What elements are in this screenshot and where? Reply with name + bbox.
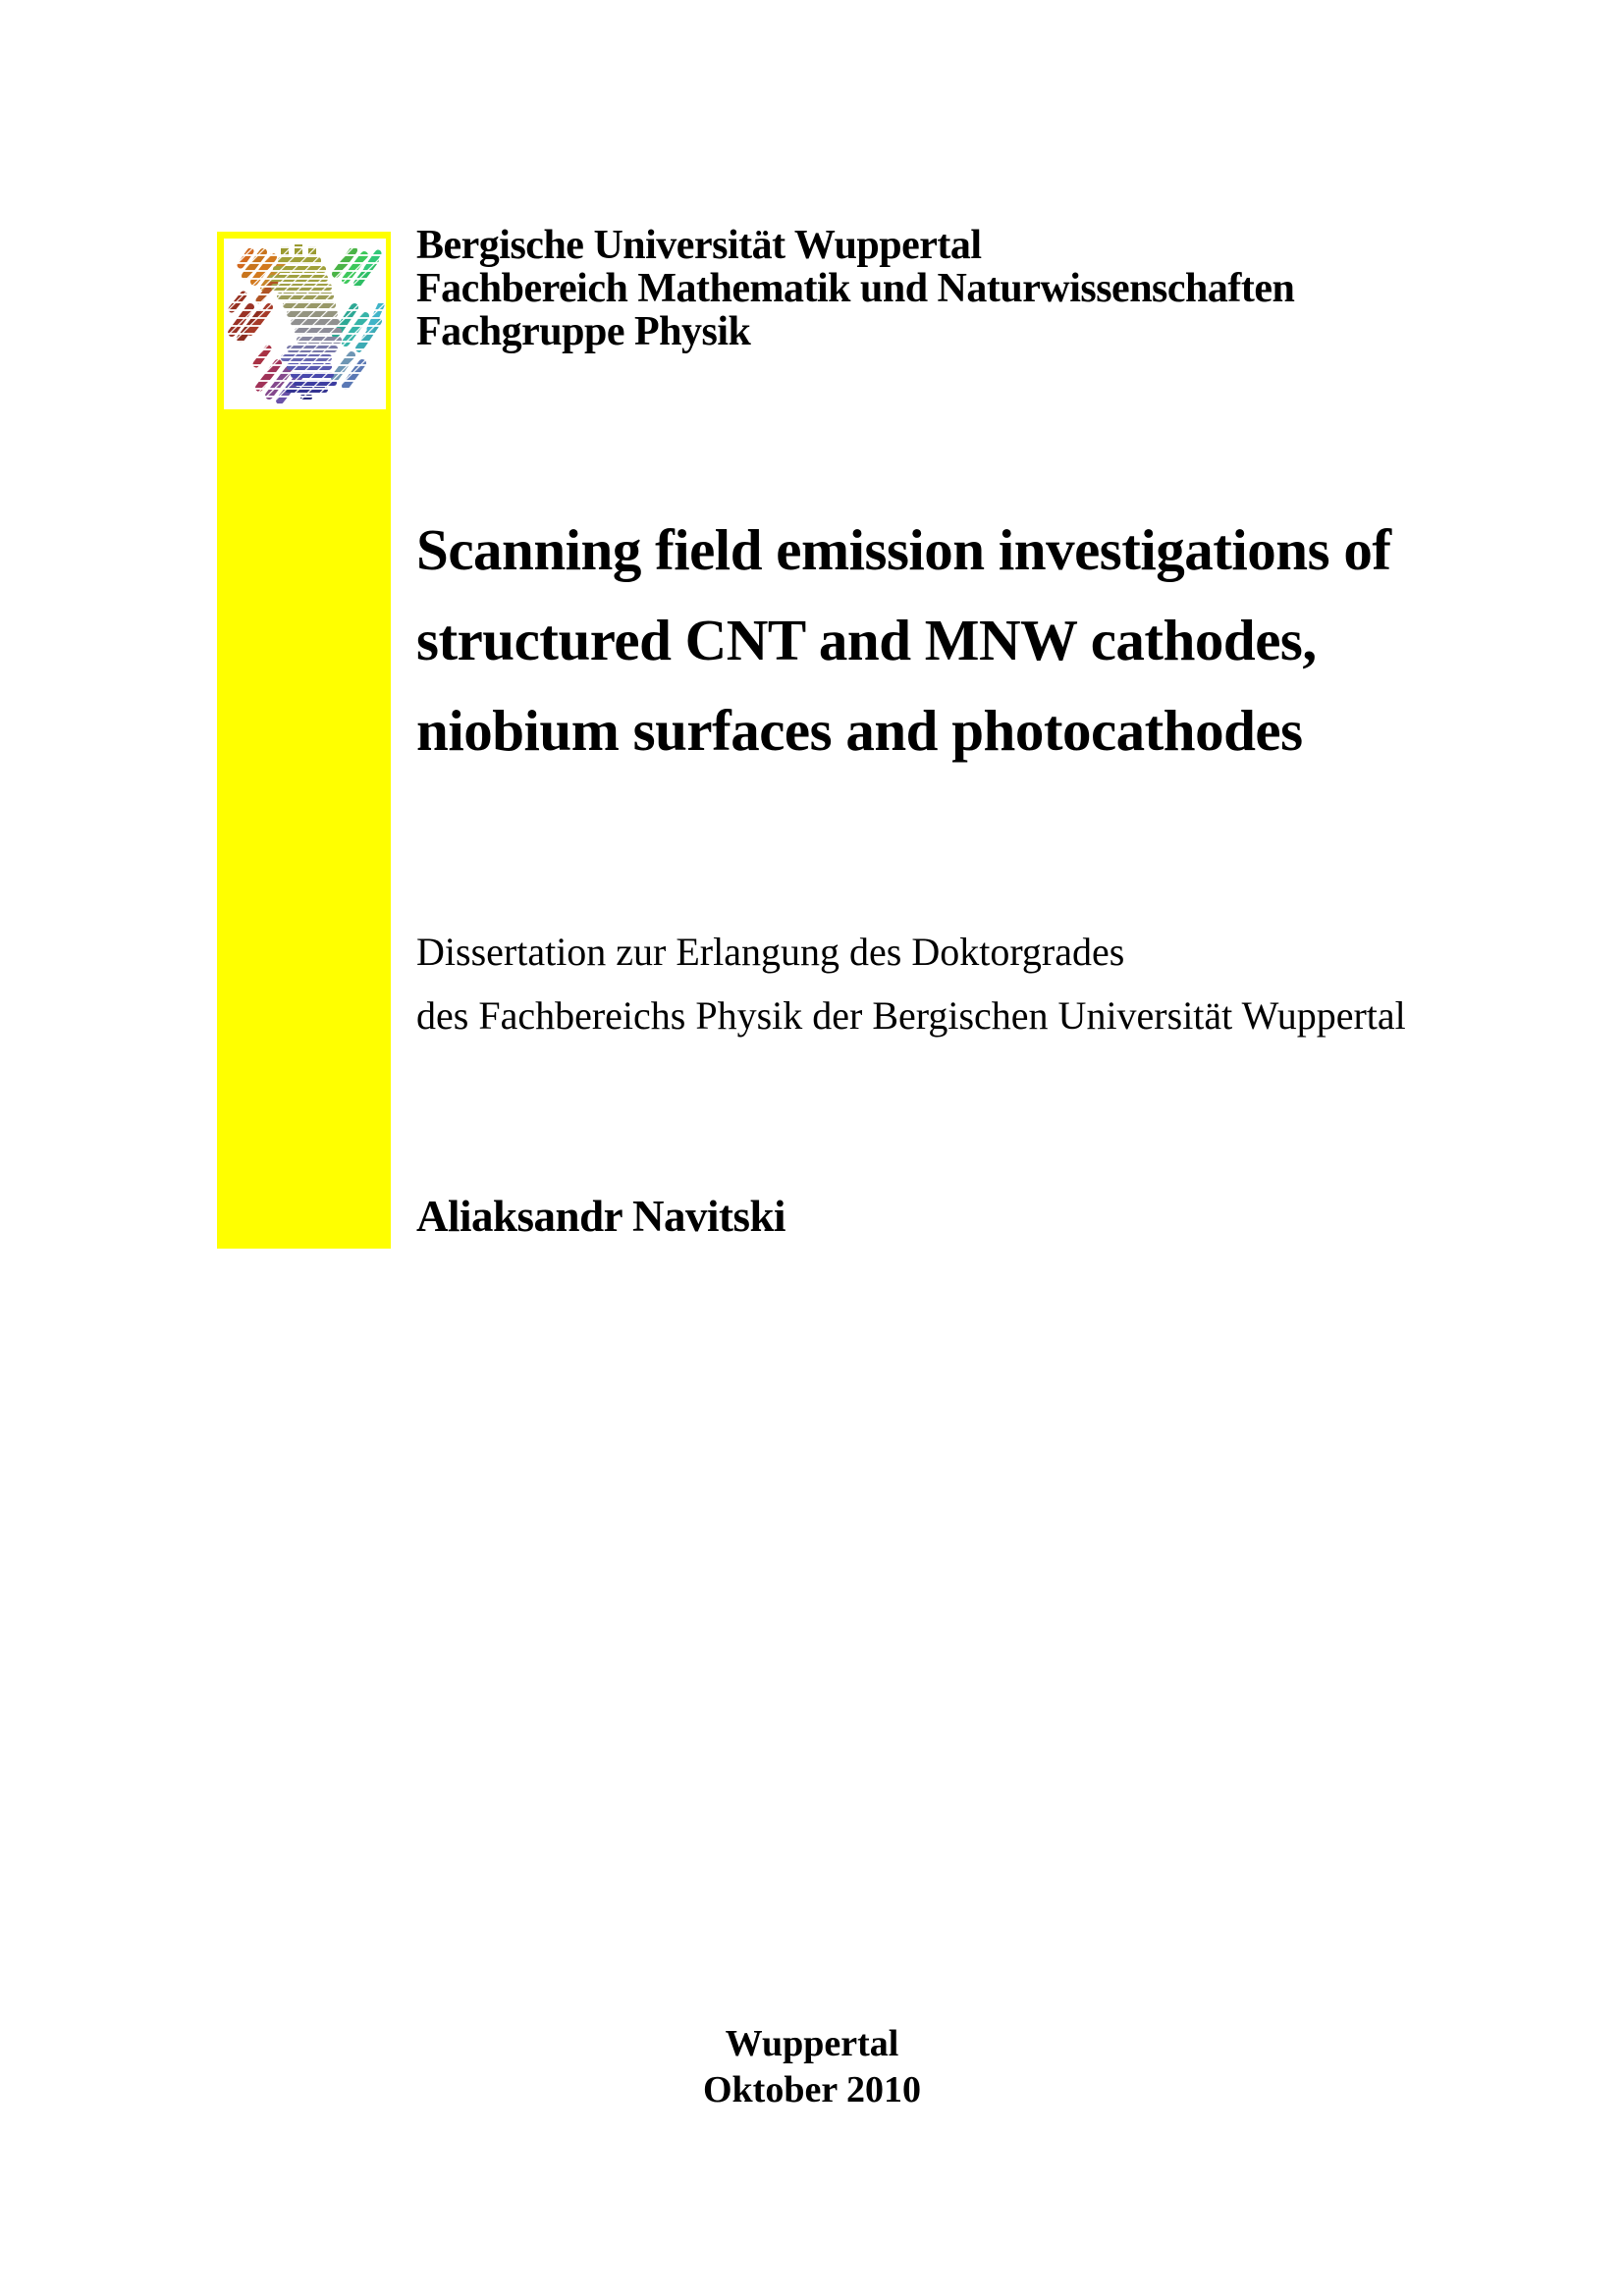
header-line-university: Bergische Universität Wuppertal xyxy=(416,223,982,268)
header-line-department: Fachbereich Mathematik und Naturwissenschaften xyxy=(416,266,1295,311)
title-line-3: niobium surfaces and photocathodes xyxy=(416,698,1303,763)
university-header xyxy=(416,224,1294,353)
university-logo xyxy=(224,239,386,409)
thesis-subtitle xyxy=(416,920,1406,1047)
wuppertal-lion-icon xyxy=(224,239,386,409)
title-line-1: Scanning field emission investigations of xyxy=(416,517,1391,582)
footer xyxy=(0,2021,1624,2113)
subtitle-line-2: des Fachbereichs Physik der Bergischen Universität Wuppertal xyxy=(416,993,1406,1038)
title-line-2: structured CNT and MNW cathodes, xyxy=(416,608,1317,672)
thesis-title xyxy=(416,505,1390,775)
author-name: Aliaksandr Navitski xyxy=(416,1192,786,1241)
header-line-group: Fachgruppe Physik xyxy=(416,309,751,354)
footer-date: Oktober 2010 xyxy=(702,2069,922,2110)
subtitle-line-1: Dissertation zur Erlangung des Doktorgrades xyxy=(416,930,1125,974)
footer-city: Wuppertal xyxy=(725,2023,899,2064)
